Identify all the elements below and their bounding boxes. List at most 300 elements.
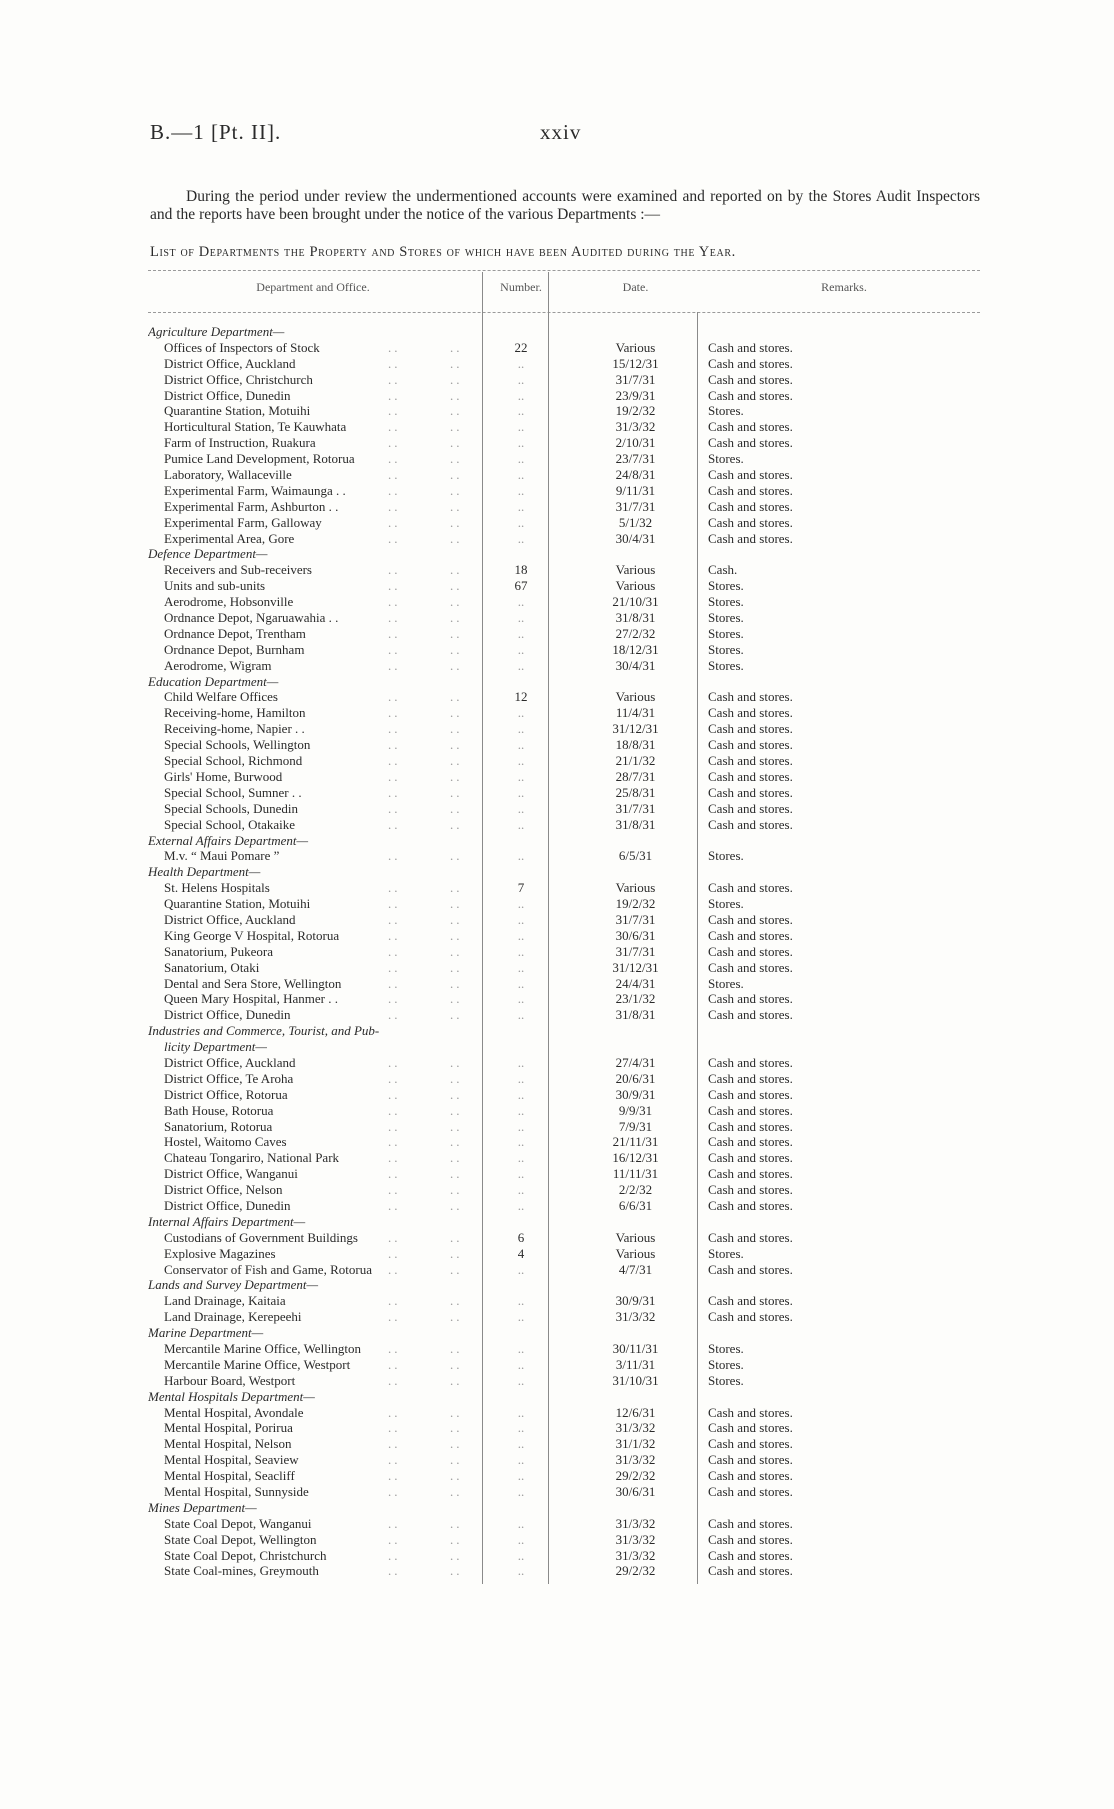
- remarks-cell: Stores.: [708, 1356, 744, 1372]
- remarks-cell: Cash and stores.: [708, 689, 793, 705]
- leader-dots-a: ..: [388, 1484, 401, 1500]
- leader-dots-a: ..: [388, 1404, 401, 1420]
- leader-dots-a: ..: [388, 768, 401, 784]
- date-cell: 31/3/32: [615, 1547, 656, 1563]
- department-name: Agriculture Department—: [148, 324, 285, 339]
- number-cell: ..: [517, 1436, 525, 1452]
- table-row: [148, 928, 980, 944]
- office-name: Mental Hospital, Seacliff: [164, 1468, 295, 1484]
- leader-dots-b: ..: [450, 896, 463, 912]
- date-cell: 29/2/32: [615, 1563, 656, 1579]
- leader-dots-b: ..: [450, 689, 463, 705]
- leader-dots-b: ..: [450, 514, 463, 530]
- office-name: District Office, Wanganui: [164, 1166, 298, 1182]
- leader-dots-b: ..: [450, 1197, 463, 1213]
- remarks-cell: Cash and stores.: [708, 514, 793, 530]
- leader-dots-b: ..: [450, 355, 463, 371]
- leader-dots-a: ..: [388, 498, 401, 514]
- office-name: Pumice Land Development, Rotorua: [164, 451, 355, 467]
- number-cell: ..: [517, 1484, 525, 1500]
- leader-dots-a: ..: [388, 1563, 401, 1579]
- remarks-cell: Cash and stores.: [708, 800, 793, 816]
- remarks-cell: Stores.: [708, 657, 744, 673]
- table-row: [148, 1182, 980, 1198]
- remarks-cell: Cash and stores.: [708, 1150, 793, 1166]
- number-cell: 6: [517, 1229, 525, 1245]
- number-cell: ..: [517, 705, 525, 721]
- date-cell: Various: [615, 562, 656, 578]
- date-cell: 30/9/31: [615, 1086, 656, 1102]
- number-cell: ..: [517, 753, 525, 769]
- table-row: [148, 483, 980, 499]
- department-name: Health Department—: [148, 864, 261, 880]
- date-cell: 30/6/31: [615, 1484, 656, 1500]
- department-name: Mental Hospitals Department—: [148, 1388, 315, 1404]
- table-row: [148, 594, 980, 610]
- leader-dots-a: ..: [388, 705, 401, 721]
- date-cell: 19/2/32: [615, 403, 656, 419]
- remarks-cell: Cash and stores.: [708, 339, 793, 355]
- office-name: Mercantile Marine Office, Westport: [164, 1356, 351, 1372]
- leader-dots-b: ..: [450, 1468, 463, 1484]
- leader-dots-b: ..: [450, 625, 463, 641]
- leader-dots-a: ..: [388, 1229, 401, 1245]
- number-cell: ..: [517, 737, 525, 753]
- remarks-cell: Stores.: [708, 1341, 744, 1356]
- table-row: [148, 1563, 980, 1579]
- table-row: [148, 912, 980, 928]
- office-name: Experimental Area, Gore: [164, 530, 295, 546]
- department-name: Marine Department—: [148, 1325, 264, 1341]
- department-name: Internal Affairs Department—: [148, 1213, 306, 1229]
- office-name: District Office, Nelson: [164, 1182, 283, 1198]
- leader-dots-a: ..: [388, 1166, 401, 1182]
- leader-dots-a: ..: [388, 911, 401, 927]
- number-cell: ..: [517, 641, 525, 657]
- number-cell: ..: [517, 498, 525, 514]
- remarks-cell: Cash and stores.: [708, 1134, 793, 1150]
- leader-dots-a: ..: [388, 1054, 401, 1070]
- remarks-cell: Cash and stores.: [708, 482, 793, 498]
- office-name: District Office, Auckland: [164, 355, 296, 371]
- remarks-cell: Cash and stores.: [708, 419, 793, 435]
- leader-dots-a: ..: [388, 991, 401, 1007]
- date-cell: 30/4/31: [615, 530, 656, 546]
- office-name: District Office, Dunedin: [164, 1197, 291, 1213]
- remarks-cell: Stores.: [708, 451, 744, 467]
- table-row: [148, 356, 980, 372]
- table-row: [148, 1071, 980, 1087]
- table-row: [148, 1166, 980, 1182]
- date-cell: 31/8/31: [615, 1007, 656, 1023]
- leader-dots-b: ..: [450, 753, 463, 769]
- leader-dots-b: ..: [450, 1102, 463, 1118]
- office-name: Mental Hospital, Sunnyside: [164, 1484, 309, 1500]
- date-cell: Various: [615, 578, 656, 594]
- number-cell: ..: [517, 848, 525, 864]
- table-row: [148, 1198, 980, 1214]
- remarks-cell: Stores.: [708, 594, 744, 610]
- table-row: [148, 848, 980, 864]
- remarks-cell: Stores.: [708, 848, 744, 864]
- column-header-date: Date.: [622, 280, 649, 294]
- number-cell: ..: [517, 387, 525, 403]
- remarks-cell: Cash and stores.: [708, 927, 793, 943]
- column-header-remarks: Remarks.: [821, 280, 867, 294]
- remarks-cell: Cash and stores.: [708, 1182, 793, 1198]
- date-cell: 29/2/32: [615, 1468, 656, 1484]
- table-row: [148, 1134, 980, 1150]
- departments-table: [148, 324, 980, 1579]
- date-cell: 12/6/31: [615, 1404, 656, 1420]
- number-cell: ..: [517, 1356, 525, 1372]
- intro-paragraph: During the period under review the undermentioned accounts were examined and reported on by the Stores Audit Inspectors and the reports have been brought under the notice of the various Departments :—: [150, 187, 980, 223]
- leader-dots-b: ..: [450, 451, 463, 467]
- date-cell: 31/7/31: [615, 498, 656, 514]
- number-cell: ..: [517, 1054, 525, 1070]
- date-cell: 6/5/31: [618, 848, 653, 864]
- number-cell: 12: [514, 689, 528, 705]
- leader-dots-b: ..: [450, 1309, 463, 1325]
- remarks-cell: Cash and stores.: [708, 784, 793, 800]
- office-name: Land Drainage, Kerepeehi: [164, 1309, 302, 1325]
- date-cell: 31/7/31: [615, 911, 656, 927]
- leader-dots-b: ..: [450, 1436, 463, 1452]
- number-cell: ..: [517, 1261, 525, 1277]
- category-heading: [148, 324, 980, 340]
- table-row: [148, 689, 980, 705]
- date-cell: 30/9/31: [615, 1293, 656, 1309]
- leader-dots-a: ..: [388, 1515, 401, 1531]
- number-cell: ..: [517, 784, 525, 800]
- number-cell: ..: [517, 1452, 525, 1468]
- remarks-cell: Stores.: [708, 578, 744, 594]
- leader-dots-b: ..: [450, 1563, 463, 1579]
- table-row: [148, 1484, 980, 1500]
- remarks-cell: Cash and stores.: [708, 753, 793, 769]
- remarks-cell: Cash and stores.: [708, 959, 793, 975]
- office-name: Offices of Inspectors of Stock: [164, 339, 320, 355]
- leader-dots-b: ..: [450, 1484, 463, 1500]
- leader-dots-a: ..: [388, 387, 401, 403]
- office-name: Bath House, Rotorua: [164, 1102, 274, 1118]
- office-name: Ordnance Depot, Trentham: [164, 625, 306, 641]
- date-cell: 31/3/32: [615, 1452, 656, 1468]
- leader-dots-a: ..: [388, 1531, 401, 1547]
- remarks-cell: Cash.: [708, 562, 738, 578]
- table-row: [148, 817, 980, 833]
- leader-dots-a: ..: [388, 1452, 401, 1468]
- remarks-cell: Cash and stores.: [708, 1102, 793, 1118]
- department-name: Education Department—: [148, 673, 279, 689]
- date-cell: 23/1/32: [615, 991, 656, 1007]
- leader-dots-b: ..: [450, 641, 463, 657]
- table-row: [148, 1293, 980, 1309]
- table-row: [148, 737, 980, 753]
- office-name: State Coal Depot, Wanganui: [164, 1515, 312, 1531]
- leader-dots-a: ..: [388, 896, 401, 912]
- office-name: Receivers and Sub-receivers: [164, 562, 312, 578]
- table-row: [148, 1468, 980, 1484]
- office-name: Mental Hospital, Nelson: [164, 1436, 292, 1452]
- number-cell: ..: [517, 1166, 525, 1182]
- leader-dots-b: ..: [450, 562, 463, 578]
- office-name: Receiving-home, Hamilton: [164, 705, 306, 721]
- table-row: [148, 960, 980, 976]
- office-name: Experimental Farm, Ashburton . .: [164, 498, 339, 514]
- remarks-cell: Cash and stores.: [708, 1118, 793, 1134]
- remarks-cell: Cash and stores.: [708, 1229, 793, 1245]
- leader-dots-b: ..: [450, 1182, 463, 1198]
- leader-dots-a: ..: [388, 1245, 401, 1261]
- leader-dots-a: ..: [388, 816, 401, 832]
- table-row: [148, 578, 980, 594]
- leader-dots-b: ..: [450, 975, 463, 991]
- number-cell: ..: [517, 991, 525, 1007]
- category-heading: [148, 674, 980, 690]
- office-name: St. Helens Hospitals: [164, 880, 270, 896]
- leader-dots-a: ..: [388, 1134, 401, 1150]
- leader-dots-b: ..: [450, 1229, 463, 1245]
- date-cell: 31/3/32: [615, 419, 656, 435]
- date-cell: 31/3/32: [615, 1309, 656, 1325]
- category-heading: [148, 1039, 980, 1055]
- number-cell: 18: [514, 562, 528, 578]
- leader-dots-a: ..: [388, 482, 401, 498]
- document-reference: B.—1 [Pt. II].: [150, 120, 282, 144]
- office-name: Quarantine Station, Motuihi: [164, 896, 311, 912]
- leader-dots-a: ..: [388, 721, 401, 737]
- date-cell: 21/10/31: [612, 594, 659, 610]
- page-header: [150, 120, 980, 150]
- remarks-cell: Cash and stores.: [708, 816, 793, 832]
- leader-dots-b: ..: [450, 721, 463, 737]
- remarks-cell: Cash and stores.: [708, 498, 793, 514]
- date-cell: 31/7/31: [615, 371, 656, 387]
- office-name: Sanatorium, Rotorua: [164, 1118, 273, 1134]
- office-name: Chateau Tongariro, National Park: [164, 1150, 340, 1166]
- leader-dots-b: ..: [450, 1007, 463, 1023]
- number-cell: ..: [517, 1547, 525, 1563]
- remarks-cell: Stores.: [708, 1245, 744, 1261]
- leader-dots-b: ..: [450, 1356, 463, 1372]
- date-cell: 18/8/31: [615, 737, 656, 753]
- table-row: [148, 435, 980, 451]
- remarks-cell: Stores.: [708, 975, 744, 991]
- table-row: [148, 1420, 980, 1436]
- table-row: [148, 372, 980, 388]
- date-cell: 27/4/31: [615, 1054, 656, 1070]
- table-row: [148, 1516, 980, 1532]
- leader-dots-a: ..: [388, 419, 401, 435]
- leader-dots-a: ..: [388, 339, 401, 355]
- table-row: [148, 1341, 980, 1357]
- leader-dots-a: ..: [388, 1007, 401, 1023]
- table-row: [148, 531, 980, 547]
- office-name: District Office, Christchurch: [164, 371, 313, 387]
- leader-dots-b: ..: [450, 737, 463, 753]
- office-name: Sanatorium, Pukeora: [164, 943, 274, 959]
- date-cell: 20/6/31: [615, 1070, 656, 1086]
- date-cell: 23/7/31: [615, 451, 656, 467]
- leader-dots-b: ..: [450, 657, 463, 673]
- remarks-cell: Cash and stores.: [708, 1309, 793, 1325]
- number-cell: ..: [517, 625, 525, 641]
- leader-dots-a: ..: [388, 800, 401, 816]
- category-heading: [148, 1325, 980, 1341]
- office-name: District Office, Dunedin: [164, 1007, 291, 1023]
- leader-dots-a: ..: [388, 451, 401, 467]
- leader-dots-b: ..: [450, 768, 463, 784]
- table-row: [148, 642, 980, 658]
- remarks-cell: Cash and stores.: [708, 1404, 793, 1420]
- leader-dots-a: ..: [388, 1547, 401, 1563]
- number-cell: 7: [517, 880, 525, 896]
- remarks-cell: Cash and stores.: [708, 1293, 793, 1309]
- leader-dots-a: ..: [388, 737, 401, 753]
- table-row: [148, 1150, 980, 1166]
- date-cell: 11/11/31: [612, 1166, 659, 1182]
- leader-dots-a: ..: [388, 1372, 401, 1388]
- office-name: Custodians of Government Buildings: [164, 1229, 358, 1245]
- date-cell: 27/2/32: [615, 625, 656, 641]
- leader-dots-b: ..: [450, 1547, 463, 1563]
- table-row: [148, 1087, 980, 1103]
- number-cell: ..: [517, 1468, 525, 1484]
- leader-dots-a: ..: [388, 1293, 401, 1309]
- table-row: [148, 403, 980, 419]
- number-cell: ..: [517, 1515, 525, 1531]
- number-cell: ..: [517, 355, 525, 371]
- category-heading: [148, 1214, 980, 1230]
- number-cell: ..: [517, 657, 525, 673]
- date-cell: 31/12/31: [612, 959, 659, 975]
- leader-dots-b: ..: [450, 1261, 463, 1277]
- leader-dots-b: ..: [450, 594, 463, 610]
- date-cell: 31/3/32: [615, 1515, 656, 1531]
- list-title: List of Departments the Property and Stores of which have been Audited during the Year.: [150, 244, 736, 260]
- leader-dots-b: ..: [450, 1341, 463, 1356]
- leader-dots-a: ..: [388, 467, 401, 483]
- remarks-cell: Cash and stores.: [708, 355, 793, 371]
- table-row: [148, 1452, 980, 1468]
- date-cell: Various: [615, 689, 656, 705]
- leader-dots-a: ..: [388, 355, 401, 371]
- number-cell: ..: [517, 1086, 525, 1102]
- leader-dots-a: ..: [388, 435, 401, 451]
- date-cell: 31/8/31: [615, 610, 656, 626]
- table-row: [148, 1103, 980, 1119]
- office-name: Child Welfare Offices: [164, 689, 278, 705]
- leader-dots-a: ..: [388, 1468, 401, 1484]
- table-row: [148, 1436, 980, 1452]
- number-cell: ..: [517, 1182, 525, 1198]
- remarks-cell: Cash and stores.: [708, 467, 793, 483]
- category-heading: [148, 1023, 980, 1039]
- date-cell: 31/7/31: [615, 800, 656, 816]
- office-name: Land Drainage, Kaitaia: [164, 1293, 286, 1309]
- leader-dots-b: ..: [450, 435, 463, 451]
- number-cell: ..: [517, 419, 525, 435]
- office-name: Ordnance Depot, Burnham: [164, 641, 305, 657]
- date-cell: 15/12/31: [612, 355, 659, 371]
- office-name: Mental Hospital, Porirua: [164, 1420, 293, 1436]
- remarks-cell: Cash and stores.: [708, 991, 793, 1007]
- table-row: [148, 769, 980, 785]
- date-cell: 24/4/31: [615, 975, 656, 991]
- leader-dots-b: ..: [450, 1452, 463, 1468]
- office-name: Horticultural Station, Te Kauwhata: [164, 419, 347, 435]
- number-cell: ..: [517, 1102, 525, 1118]
- table-row: [148, 896, 980, 912]
- leader-dots-b: ..: [450, 578, 463, 594]
- number-cell: ..: [517, 435, 525, 451]
- date-cell: 2/2/32: [618, 1182, 653, 1198]
- leader-dots-b: ..: [450, 371, 463, 387]
- leader-dots-a: ..: [388, 689, 401, 705]
- department-name: licity Department—: [164, 1039, 267, 1055]
- table-row: [148, 1230, 980, 1246]
- table-row: [148, 976, 980, 992]
- remarks-cell: Cash and stores.: [708, 1166, 793, 1182]
- table-row: [148, 499, 980, 515]
- remarks-cell: Cash and stores.: [708, 387, 793, 403]
- leader-dots-a: ..: [388, 1261, 401, 1277]
- leader-dots-b: ..: [450, 1166, 463, 1182]
- leader-dots-b: ..: [450, 959, 463, 975]
- number-cell: ..: [517, 1197, 525, 1213]
- leader-dots-b: ..: [450, 943, 463, 959]
- table-row: [148, 1405, 980, 1421]
- leader-dots-b: ..: [450, 880, 463, 896]
- number-cell: ..: [517, 1134, 525, 1150]
- table-row: [148, 1309, 980, 1325]
- number-cell: ..: [517, 1150, 525, 1166]
- office-name: M.v. “ Maui Pomare ”: [164, 848, 280, 864]
- number-cell: ..: [517, 1309, 525, 1325]
- number-cell: ..: [517, 514, 525, 530]
- leader-dots-a: ..: [388, 1197, 401, 1213]
- date-cell: 31/3/32: [615, 1531, 656, 1547]
- table-row: [148, 1532, 980, 1548]
- office-name: State Coal-mines, Greymouth: [164, 1563, 319, 1579]
- leader-dots-a: ..: [388, 959, 401, 975]
- table-row: [148, 1357, 980, 1373]
- office-name: Quarantine Station, Motuihi: [164, 403, 311, 419]
- date-cell: 31/10/31: [612, 1372, 659, 1388]
- leader-dots-a: ..: [388, 657, 401, 673]
- leader-dots-a: ..: [388, 1356, 401, 1372]
- date-cell: 31/1/32: [615, 1436, 656, 1452]
- table-row: [148, 388, 980, 404]
- number-cell: ..: [517, 1293, 525, 1309]
- table-row: [148, 1373, 980, 1389]
- date-cell: 5/1/32: [618, 514, 653, 530]
- remarks-cell: Cash and stores.: [708, 705, 793, 721]
- office-name: Mental Hospital, Avondale: [164, 1404, 304, 1420]
- table-row: [148, 1007, 980, 1023]
- office-name: Experimental Farm, Waimaunga . .: [164, 482, 346, 498]
- leader-dots-b: ..: [450, 387, 463, 403]
- remarks-cell: Cash and stores.: [708, 1007, 793, 1023]
- number-cell: ..: [517, 1118, 525, 1134]
- table-row: [148, 419, 980, 435]
- date-cell: 25/8/31: [615, 784, 656, 800]
- date-cell: Various: [615, 1229, 656, 1245]
- leader-dots-b: ..: [450, 610, 463, 626]
- leader-dots-b: ..: [450, 705, 463, 721]
- remarks-cell: Stores.: [708, 625, 744, 641]
